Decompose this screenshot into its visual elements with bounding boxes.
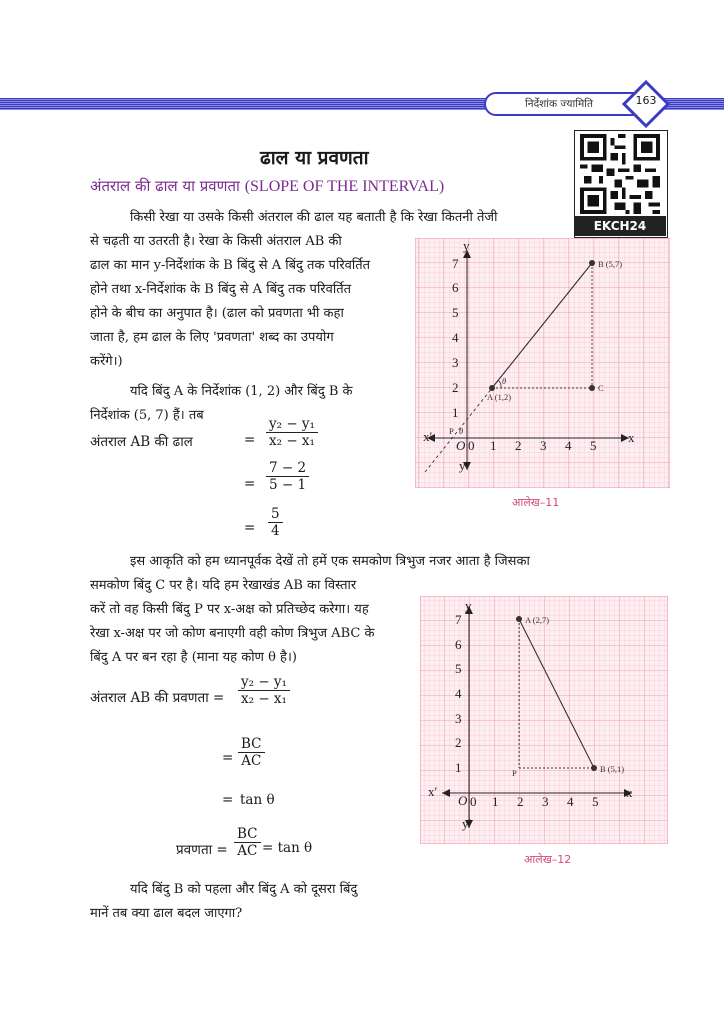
graph1-x-label: x	[628, 430, 635, 445]
graph2-ytick-4: 4	[455, 686, 462, 701]
qr-code-icon[interactable]	[580, 134, 660, 214]
gradient-eq-3: =	[222, 792, 234, 808]
graph11-caption: आलेख–11	[512, 496, 560, 509]
subtitle-english: (SLOPE OF THE INTERVAL)	[244, 178, 445, 195]
para1-line6: जाता है, हम ढाल के लिए 'प्रवणता' शब्द का उपयोग	[90, 330, 334, 345]
section-subtitle	[90, 176, 444, 196]
para3-line2: समकोण बिंदु C पर है। यदि हम रेखाखंड AB का विस्तार	[90, 578, 357, 593]
graph1-ytick-5: 5	[452, 305, 459, 320]
slope-num-1: y₂ − y₁	[266, 416, 318, 433]
graph1-ytick-1: 1	[452, 405, 459, 420]
graph1-y-label: y	[463, 238, 470, 253]
graph2-xtick-3: 3	[542, 794, 549, 809]
graph1-point-a-label: A (1,2)	[487, 392, 512, 402]
slope-frac-2	[266, 460, 309, 493]
graph2-ytick-5: 5	[455, 661, 462, 676]
para2-line2: निर्देशांक (5, 7) हैं। तब	[90, 408, 204, 423]
graph2-point-b-label: B (5,1)	[600, 764, 625, 774]
para3-line4: रेखा x-अक्ष पर जो कोण बनाएगी वही कोण त्रिभुज ABC के	[90, 626, 375, 641]
slope-num-2: 7 − 2	[266, 460, 309, 477]
graph1-theta-label: θ	[502, 376, 507, 386]
graph1-point-c-label: C	[598, 383, 604, 393]
para1-line3: ढाल का मान y-निर्देशांक के B बिंदु से A बिंदु तक परिवर्तित	[90, 258, 371, 273]
graph2-xtick-1: 1	[492, 794, 499, 809]
gradient-num-1: y₂ − y₁	[238, 674, 290, 691]
graph1-ytick-6: 6	[452, 280, 459, 295]
slope-den-3: 4	[271, 523, 280, 539]
qr-code-label: EKCH24	[574, 216, 666, 236]
graph12-caption: आलेख–12	[524, 853, 572, 866]
graph2-ytick-2: 2	[455, 735, 462, 750]
graph2-xtick-4: 4	[567, 794, 574, 809]
slope-num-3: 5	[268, 506, 283, 523]
slope-eq-3: =	[244, 520, 256, 536]
para3-line1: इस आकृति को हम ध्यानपूर्वक देखें तो हमें एक समकोण त्रिभुज नजर आता है जिसका	[130, 554, 530, 569]
para1-line5: होने के बीच का अनुपात है। (ढाल को प्रवणता भी कहा	[90, 306, 344, 321]
final-gradient-label: प्रवणता =	[176, 842, 228, 858]
graph2-x-label: x	[626, 785, 633, 800]
graph1-xtick-5: 5	[590, 438, 597, 453]
gradient-eq-2: =	[222, 750, 234, 766]
graph-11	[415, 238, 670, 488]
gradient-label: अंतराल AB की प्रवणता =	[90, 690, 225, 706]
page-number: 163	[635, 94, 657, 107]
final-gradient-tan: = tan θ	[262, 840, 313, 856]
para4-line2: मानें तब क्या ढाल बदल जाएगा?	[90, 906, 243, 921]
final-gradient-frac	[234, 826, 261, 859]
slope-den-1: x₂ − x₁	[269, 433, 315, 449]
para3-line3: करें तो वह किसी बिंदु P पर x-अक्ष को प्रतिच्छेद करेगा। यह	[90, 602, 369, 617]
chapter-title: निर्देशांक ज्यामिति	[484, 92, 644, 116]
para4-line1: यदि बिंदु B को पहला और बिंदु A को दूसरा बिंदु	[130, 882, 358, 897]
final-gradient-den: AC	[237, 843, 258, 859]
slope-frac-1	[266, 416, 318, 449]
graph2-xtick-0: 0	[470, 794, 477, 809]
graph1-yneg-label: y′	[459, 458, 469, 473]
graph2-ytick-6: 6	[455, 637, 462, 652]
slope-eq-2: =	[244, 476, 256, 492]
graph2-point-a-label: A (2,7)	[525, 615, 550, 625]
graph2-y-label: y	[465, 598, 472, 613]
graph1-xtick-3: 3	[540, 438, 547, 453]
slope-label: अंतराल AB की ढाल	[90, 434, 193, 450]
para1-line1: किसी रेखा या उसके किसी अंतराल की ढाल यह बताती है कि रेखा कितनी तेजी	[130, 210, 498, 225]
page-title: ढाल या प्रवणता	[260, 147, 369, 169]
gradient-den-2: AC	[241, 753, 262, 769]
graph1-point-p-label: P	[449, 426, 454, 436]
graph1-xtick-4: 4	[565, 438, 572, 453]
graph2-ytick-1: 1	[455, 760, 462, 775]
graph-12	[420, 596, 668, 844]
graph1-ytick-2: 2	[452, 380, 459, 395]
graph1-ytick-4: 4	[452, 330, 459, 345]
graph1-xtick-2: 2	[515, 438, 522, 453]
gradient-den-1: x₂ − x₁	[241, 691, 287, 707]
subtitle-hindi: अंतराल की ढाल या प्रवणता	[90, 177, 240, 195]
graph2-xtick-2: 2	[517, 794, 524, 809]
graph1-xtick-0: 0	[468, 438, 475, 453]
para1-line4: होने तथा x-निर्देशांक के B बिंदु से A बिंदु तक परिवर्तित	[90, 282, 352, 297]
para3-line5: बिंदु A पर बन रहा है (माना यह कोण θ है।)	[90, 650, 297, 665]
slope-eq-1: =	[244, 432, 256, 448]
graph2-xneg-label: x′	[428, 784, 438, 799]
graph2-ytick-7: 7	[455, 612, 462, 627]
graph2-xtick-5: 5	[592, 794, 599, 809]
graph2-origin-label: O	[458, 793, 468, 808]
graph1-theta-label-p: θ	[459, 426, 464, 436]
gradient-frac-2	[238, 736, 265, 769]
para2-line1: यदि बिंदु A के निर्देशांक (1, 2) और बिंदु B के	[130, 384, 353, 399]
final-gradient-num: BC	[234, 826, 261, 843]
graph1-origin-label: O	[456, 438, 466, 453]
para1-line2: से चढ़ती या उतरती है। रेखा के किसी अंतराल AB की	[90, 234, 342, 249]
graph2-ytick-3: 3	[455, 711, 462, 726]
gradient-frac-1	[238, 674, 290, 707]
graph1-ytick-7: 7	[452, 256, 459, 271]
gradient-tan: tan θ	[240, 792, 275, 808]
para1-line7: करेंगे।)	[90, 354, 123, 369]
graph1-point-b-label: B (5,7)	[598, 259, 623, 269]
graph2-yneg-label: y′	[462, 816, 472, 831]
slope-frac-3	[268, 506, 283, 539]
gradient-num-2: BC	[238, 736, 265, 753]
slope-den-2: 5 − 1	[269, 477, 307, 493]
graph1-xtick-1: 1	[490, 438, 497, 453]
graph2-point-p-label: P	[512, 768, 517, 778]
graph1-ytick-3: 3	[452, 355, 459, 370]
graph1-xneg-label: x′	[423, 429, 433, 444]
